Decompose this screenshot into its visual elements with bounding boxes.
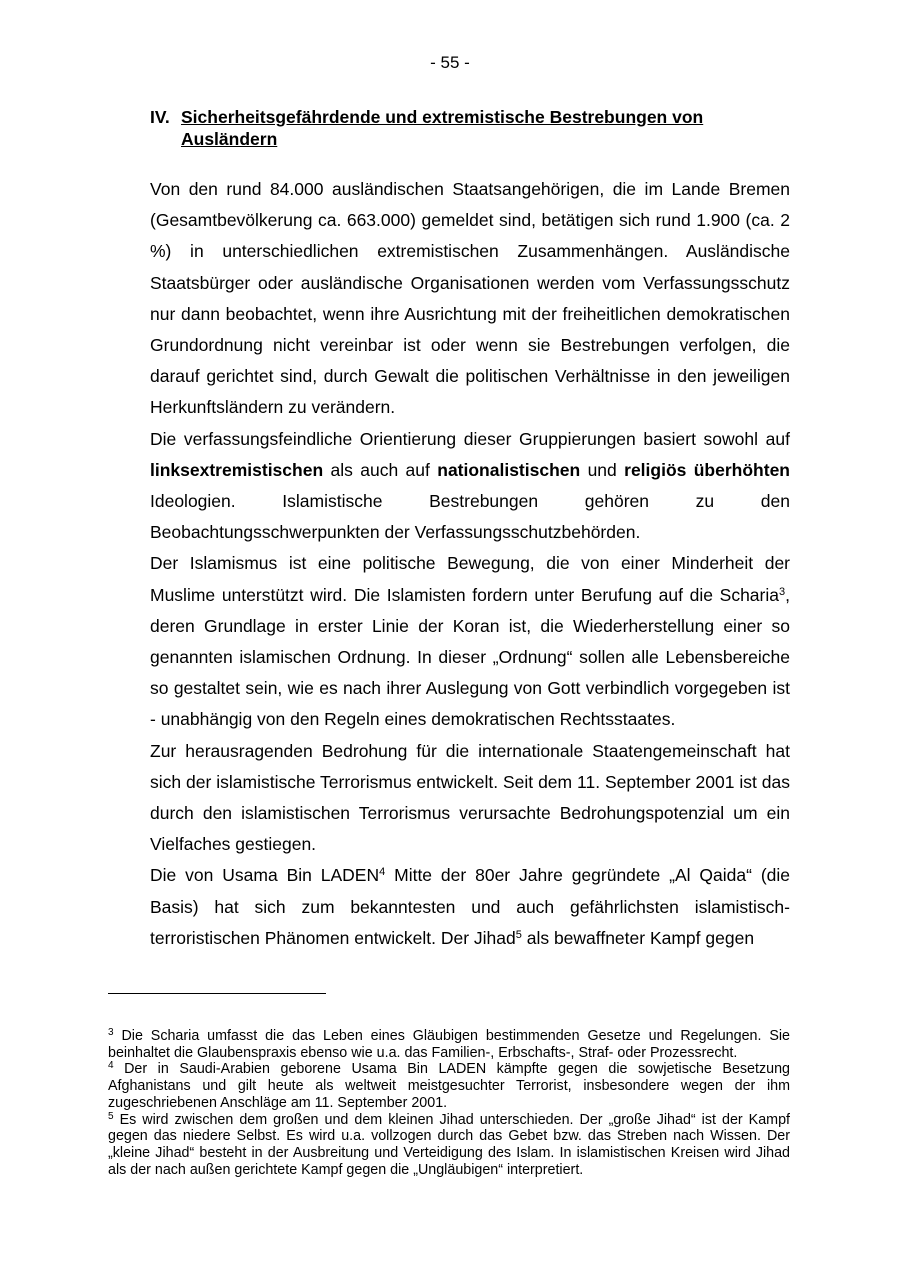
footnote-text: Der in Saudi-Arabien geborene Usama Bin LADEN kämpfte gegen die sowjetische Besetzung Afghanistans und gilt heute als weltweit meistgesuchter Terrorist, insbesondere wegen der ihm zugeschriebenen Anschläge am 11. September 2001. — [108, 1061, 790, 1111]
paragraph — [150, 548, 790, 735]
footnote — [108, 1112, 790, 1179]
section-title: Sicherheitsgefährdende und extremistische Bestrebungen von Ausländern — [181, 107, 704, 149]
text-run: Ideologien. Islamistische Bestrebungen gehören zu den Beobachtungsschwerpunkten der Verfassungsschutzbehörden. — [150, 491, 790, 543]
footnote-mark: 4 — [108, 1060, 114, 1072]
footnote-text: Die Scharia umfasst die das Leben eines Gläubigen bestimmenden Gesetze und Regelungen. Sie beinhaltet die Glaubenspraxis ebenso wie u.a. das Familien-, Erbschafts-, Straf- oder Prozessrecht. — [108, 1028, 790, 1061]
footnote-ref[interactable]: 3 — [779, 585, 786, 598]
paragraph — [150, 424, 790, 549]
page-number: - 55 - — [430, 53, 470, 72]
footnote — [108, 1028, 790, 1061]
footnote-ref[interactable]: 5 — [515, 928, 522, 941]
footnote-mark: 3 — [108, 1027, 114, 1038]
bold-term: religiös überhöhten — [624, 459, 790, 480]
section-number: IV. — [150, 107, 170, 127]
footnotes — [108, 1028, 790, 1178]
footnote-separator — [108, 993, 326, 994]
text-run: Mitte der 80er Jahre gegründete „Al Qaida“ (die Basis) hat sich zum bekanntesten und auch gefährlichsten islamistisch-terroristischen Phänomen entwickelt. Der Jihad — [150, 865, 791, 948]
text-run: Die von Usama Bin LADEN — [150, 865, 380, 886]
body-text — [150, 174, 790, 954]
bold-term: nationalistischen — [437, 459, 581, 480]
text-run: Der Islamismus ist eine politische Bewegung, die von einer Minderheit der Muslime unterstützt wird. Die Islamisten fordern unter Berufung auf die Scharia — [150, 553, 790, 605]
text-run: , deren Grundlage in erster Linie der Koran ist, die Wiederherstellung einer so genannten islamischen Ordnung. In dieser „Ordnung“ sollen alle Lebensbereiche so gestaltet sein, wie es nach ihrer Auslegung von Gott verbindlich vorgegeben ist - unabhängig von den Regeln eines demokratischen Rechtsstaates. — [150, 584, 790, 730]
bold-term: linksextremistischen — [150, 459, 324, 480]
paragraph — [150, 860, 790, 954]
text-run: und — [580, 459, 625, 480]
text-run: als auch auf — [323, 459, 438, 480]
paragraph: Zur herausragenden Bedrohung für die internationale Staatengemeinschaft hat sich der islamistische Terrorismus entwickelt. Seit dem 11. September 2001 ist das durch den islamistischen Terrorismus verursachte Bedrohungspotenzial um ein Vielfaches gestiegen. — [150, 740, 790, 855]
footnote-text: Es wird zwischen dem großen und dem kleinen Jihad unterschieden. Der „große Jihad“ ist der Kampf gegen das niedere Selbst. Es wird u.a. vollzogen durch das Gebet bzw. das Streben nach Wissen. Der „kleine Jihad“ besteht in der Ausbreitung und Verteidigung des Islam. In islamistischen Kreisen wird Jihad als der nach außen gerichtete Kampf gegen die „Ungläubigen“ interpretiert. — [108, 1111, 790, 1178]
text-run: als bewaffneter Kampf gegen — [521, 927, 755, 948]
paragraph: Von den rund 84.000 ausländischen Staatsangehörigen, die im Lande Bremen (Gesamtbevölkerung ca. 663.000) gemeldet sind, betätigen sich rund 1.900 (ca. 2 %) in unterschiedlichen extremistischen Zusammenhängen. Ausländische Staatsbürger oder ausländische Organisationen werden vom Verfassungsschutz nur dann beobachtet, wenn ihre Ausrichtung mit der freiheitlichen demokratischen Grundordnung nicht vereinbar ist oder wenn sie Bestrebungen verfolgen, die darauf gerichtet sind, durch Gewalt die politischen Verhältnisse in den jeweiligen Herkunftsländern zu verändern. — [150, 179, 790, 418]
footnote-ref[interactable]: 4 — [379, 866, 386, 879]
footnote-mark: 5 — [108, 1110, 114, 1122]
section-heading — [150, 106, 790, 150]
text-run: Die verfassungsfeindliche Orientierung dieser Gruppierungen basiert sowohl auf — [150, 428, 790, 449]
footnote — [108, 1061, 790, 1111]
